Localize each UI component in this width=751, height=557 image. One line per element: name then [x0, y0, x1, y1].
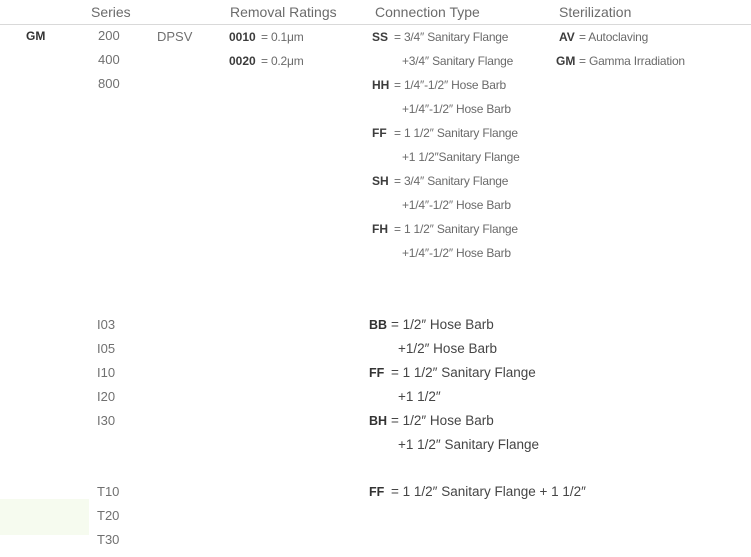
series-200: 200 [98, 28, 120, 43]
connection-code-ff: FF [372, 126, 387, 140]
rating-value-0020: = 0.2μm [261, 54, 304, 68]
header-series: Series [91, 4, 131, 20]
connection-line1-ff-mid: = 1 1/2″ Sanitary Flange [391, 365, 536, 380]
connection-line1-hh: = 1/4″-1/2″ Hose Barb [394, 78, 507, 92]
series-t30: T30 [97, 532, 120, 547]
row-highlight [0, 499, 89, 535]
connection-line2-fh: +1/4″-1/2″ Hose Barb [402, 246, 511, 260]
connection-code-ff-bottom: FF [369, 485, 385, 499]
connection-code-ff-mid: FF [369, 366, 385, 380]
connection-line1-bb: = 1/2″ Hose Barb [391, 317, 494, 332]
series-400: 400 [98, 52, 120, 67]
model-dpsv: DPSV [157, 29, 193, 44]
connection-line1-ff: = 1 1/2″ Sanitary Flange [394, 126, 518, 140]
connection-line2-ff-mid: +1 1/2″ [398, 389, 441, 404]
product-code-gm: GM [26, 29, 46, 43]
series-i05: I05 [97, 341, 116, 356]
sterilization-code-av: AV [559, 30, 575, 44]
table-header [0, 0, 751, 25]
connection-code-hh: HH [372, 78, 390, 92]
connection-line2-hh: +1/4″-1/2″ Hose Barb [402, 102, 511, 116]
series-i10: I10 [97, 365, 116, 380]
series-i20: I20 [97, 389, 116, 404]
connection-code-ss: SS [372, 30, 389, 44]
connection-code-bh: BH [369, 414, 388, 428]
rating-code-0020: 0020 [229, 54, 256, 68]
sterilization-code-gm: GM [556, 54, 576, 68]
connection-line2-bb: +1/2″ Hose Barb [398, 341, 497, 356]
connection-line2-bh: +1 1/2″ Sanitary Flange [398, 437, 539, 452]
sterilization-value-av: = Autoclaving [579, 30, 649, 44]
connection-code-fh: FH [372, 222, 388, 236]
header-removal-ratings: Removal Ratings [230, 4, 337, 20]
connection-line2-sh: +1/4″-1/2″ Hose Barb [402, 198, 511, 212]
series-t20: T20 [97, 508, 120, 523]
connection-line1-fh: = 1 1/2″ Sanitary Flange [394, 222, 518, 236]
series-800: 800 [98, 76, 120, 91]
connection-line1-sh: = 3/4″ Sanitary Flange [394, 174, 509, 188]
header-sterilization: Sterilization [559, 4, 632, 20]
connection-code-bb: BB [369, 318, 388, 332]
rating-value-0010: = 0.1μm [261, 30, 304, 44]
connection-line2-ff: +1 1/2″Sanitary Flange [402, 150, 520, 164]
series-i03: I03 [97, 317, 116, 332]
series-i30: I30 [97, 413, 116, 428]
header-connection-type: Connection Type [375, 4, 480, 20]
series-t10: T10 [97, 484, 120, 499]
rating-code-0010: 0010 [229, 30, 256, 44]
sterilization-value-gm: = Gamma Irradiation [579, 54, 685, 68]
connection-line2-ss: +3/4″ Sanitary Flange [402, 54, 514, 68]
connection-line1-ss: = 3/4″ Sanitary Flange [394, 30, 509, 44]
connection-line1-bh: = 1/2″ Hose Barb [391, 413, 494, 428]
connection-value-ff-bottom: = 1 1/2″ Sanitary Flange + 1 1/2″ [391, 484, 586, 499]
connection-code-sh: SH [372, 174, 389, 188]
